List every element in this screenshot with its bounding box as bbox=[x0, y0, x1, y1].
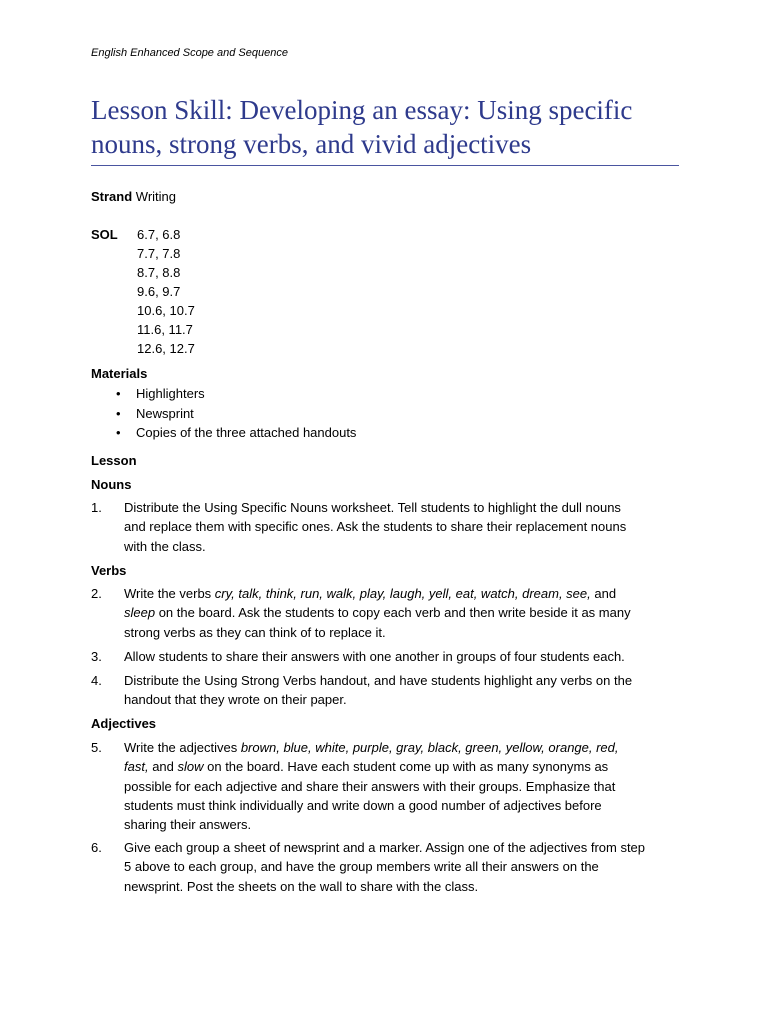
sol-item: 10.6, 10.7 bbox=[137, 303, 195, 318]
step-text bbox=[124, 838, 684, 896]
step-text bbox=[124, 671, 684, 710]
materials-item-label: Copies of the three attached handouts bbox=[136, 425, 357, 441]
materials-item-label: Newsprint bbox=[136, 405, 194, 421]
sol-item: 12.6, 12.7 bbox=[137, 341, 195, 356]
materials-list bbox=[110, 384, 356, 443]
step-line: Allow students to share their answers with one another in groups of four students each. bbox=[124, 649, 625, 664]
step-line bbox=[124, 738, 684, 757]
step-text-run: and bbox=[590, 586, 617, 601]
step-line: with the class. bbox=[124, 538, 206, 554]
step-text-italic: brown, blue, white, purple, gray, black, green, yellow, orange, red, bbox=[240, 740, 619, 755]
title-line-2: nouns, strong verbs, and vivid adjectives bbox=[91, 129, 532, 159]
step-text bbox=[124, 647, 684, 666]
nouns-heading: Nouns bbox=[91, 477, 132, 492]
step-text-italic: cry, talk, think, run, walk, play, laugh, yell, eat, watch, dream, see, bbox=[214, 586, 591, 601]
bullet-icon: • bbox=[116, 405, 121, 421]
step-text-italic: fast, bbox=[124, 759, 149, 775]
step-text bbox=[124, 738, 684, 834]
step-line: 5 above to each group, and have the group members write all their answers on the bbox=[124, 859, 599, 875]
step-line bbox=[124, 584, 684, 603]
sol-label: SOL bbox=[91, 227, 118, 242]
step-text-run: Write the verbs bbox=[124, 586, 215, 601]
step-text-italic: sleep bbox=[124, 605, 156, 621]
sol-item: 9.6, 9.7 bbox=[137, 284, 181, 299]
step-number: 4. bbox=[91, 673, 102, 688]
materials-item-label: Highlighters bbox=[136, 386, 205, 401]
step-text-run: Write the adjectives bbox=[124, 740, 241, 755]
step-line: sharing their answers. bbox=[124, 817, 252, 833]
step-number: 6. bbox=[91, 840, 102, 855]
materials-item bbox=[110, 423, 356, 443]
step-line: handout that they wrote on their paper. bbox=[124, 692, 347, 708]
step-line: strong verbs as they can think of to replace it. bbox=[124, 624, 386, 640]
step-line: newsprint. Post the sheets on the wall to share with the class. bbox=[124, 878, 479, 894]
step-text-run: on the board. Ask the students to copy each verb and then write beside it as many bbox=[155, 605, 631, 621]
bullet-icon: • bbox=[116, 386, 121, 401]
strand-row bbox=[91, 187, 176, 207]
step-line: possible for each adjective and share their answers with their groups. Emphasize that bbox=[124, 778, 616, 794]
sol-list bbox=[137, 225, 195, 358]
bullet-icon: • bbox=[116, 425, 121, 441]
step-text-run: on the board. Have each student come up with as many synonyms as bbox=[203, 759, 609, 775]
title-divider bbox=[91, 165, 679, 166]
materials-heading: Materials bbox=[91, 366, 148, 381]
sol-item: 8.7, 8.8 bbox=[137, 265, 181, 280]
step-line: and replace them with specific ones. Ask the students to share their replacement nouns bbox=[124, 519, 627, 535]
step-line bbox=[124, 603, 684, 622]
step-line: Distribute the Using Specific Nouns worksheet. Tell students to highlight the dull nouns bbox=[124, 500, 621, 515]
strand-label: Strand bbox=[91, 189, 133, 204]
step-line: students must think individually and write down a good number of adjectives before bbox=[124, 797, 602, 813]
step-number: 5. bbox=[91, 740, 102, 755]
step-text bbox=[124, 498, 684, 556]
running-header: English Enhanced Scope and Sequence bbox=[91, 47, 288, 59]
verbs-heading: Verbs bbox=[91, 563, 127, 578]
sol-item: 11.6, 11.7 bbox=[137, 322, 193, 337]
step-line: Distribute the Using Strong Verbs handout, and have students highlight any verbs on the bbox=[124, 673, 633, 688]
sol-item: 7.7, 7.8 bbox=[137, 246, 181, 261]
materials-item bbox=[110, 384, 356, 404]
materials-item bbox=[110, 404, 356, 424]
step-line: Give each group a sheet of newsprint and a marker. Assign one of the adjectives from step bbox=[124, 840, 646, 855]
lesson-heading: Lesson bbox=[91, 453, 137, 468]
adjectives-heading: Adjectives bbox=[91, 716, 157, 731]
sol-item: 6.7, 6.8 bbox=[137, 227, 181, 242]
step-line bbox=[124, 757, 684, 776]
strand-value: Writing bbox=[135, 189, 177, 204]
title-line-1: Lesson Skill: Developing an essay: Using specific bbox=[91, 95, 633, 125]
step-text bbox=[124, 584, 684, 642]
step-number: 1. bbox=[91, 500, 102, 515]
step-number: 3. bbox=[91, 649, 102, 664]
page-title bbox=[91, 93, 691, 161]
step-text-italic: slow bbox=[177, 759, 204, 775]
step-text-run: and bbox=[148, 759, 178, 775]
step-number: 2. bbox=[91, 586, 102, 601]
